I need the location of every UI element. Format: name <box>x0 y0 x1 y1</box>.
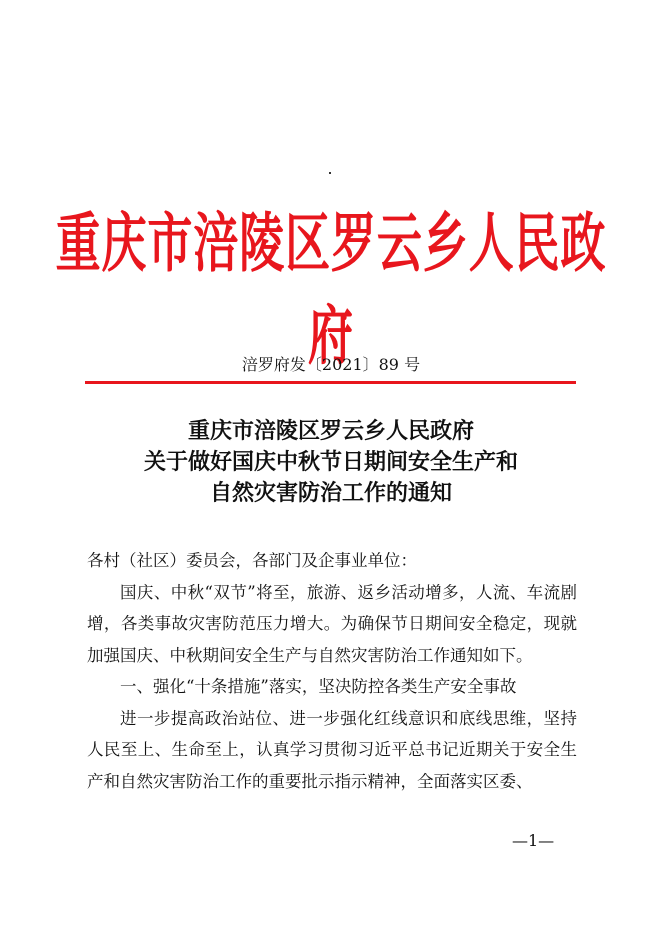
paragraph-intro: 国庆、中秋“双节”将至，旅游、返乡活动增多，人流、车流剧增，各类事故灾害防范压力增大。为确保节日期间安全稳定，现就加强国庆、中秋期间安全生产与自然灾害防治工作通知如下。 <box>87 582 577 665</box>
title-line-3: 自然灾害防治工作的通知 <box>209 480 452 506</box>
section-heading-1: 一、强化“十条措施”落实，坚决防控各类生产安全事故 <box>120 677 517 696</box>
masthead-text: 重庆市涪陵区罗云乡人民政府 <box>55 206 607 374</box>
red-divider-line <box>85 381 576 384</box>
page-number: —1— <box>512 831 555 850</box>
document-number: 涪罗府发〔2021〕89 号 <box>241 355 421 374</box>
notice-body <box>87 545 577 797</box>
title-line-1: 重庆市涪陵区罗云乡人民政府 <box>187 418 474 444</box>
paragraph-section-1: 进一步提高政治站位、进一步强化红线意识和底线思维，坚持人民至上、生命至上，认真学习贯彻习近平总书记近期关于安全生产和自然灾害防治工作的重要批示指示精神，全面落实区委、 <box>87 708 577 791</box>
title-line-2: 关于做好国庆中秋节日期间安全生产和 <box>143 449 518 475</box>
notice-title <box>0 416 662 509</box>
scan-dot <box>329 172 331 174</box>
salutation: 各村（社区）委员会，各部门及企事业单位： <box>87 551 417 570</box>
